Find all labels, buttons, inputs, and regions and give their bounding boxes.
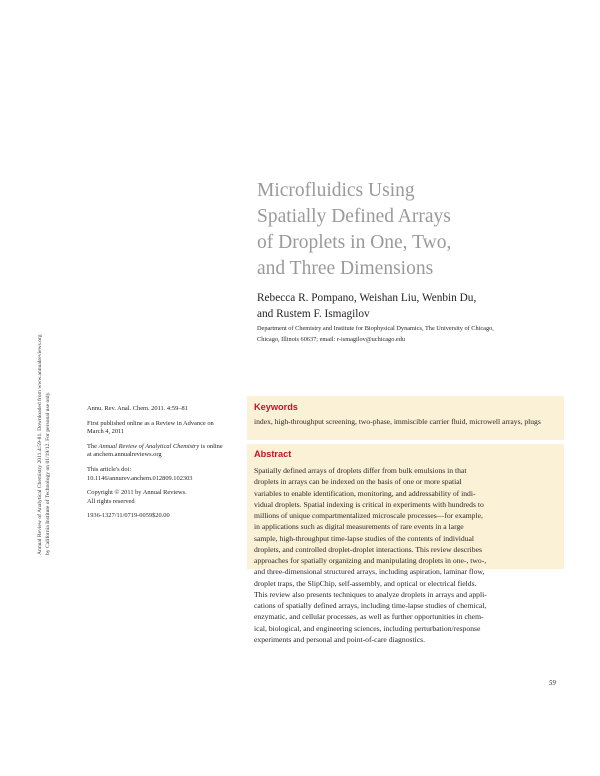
title-line: Microfluidics Using	[257, 180, 415, 201]
doi-block	[87, 466, 247, 483]
author-line: and Rustem F. Ismagilov	[257, 307, 370, 320]
abstract-line: droplet traps, the SlipChip, self-assembly, and optical or electrical fields.	[254, 578, 477, 588]
journal-online-line	[87, 443, 247, 452]
first-published-date: March 4, 2011	[87, 428, 125, 436]
affiliation-line: Chicago, Illinois 60637; email: r-ismagilov@uchicago.edu	[257, 335, 406, 343]
issn: 1936-1327/11/0719-0059$20.00	[87, 512, 170, 520]
abstract-line: cations of spatially defined arrays, including time-lapse studies of chemical,	[254, 601, 487, 610]
journal-prefix: The	[87, 442, 99, 450]
abstract-line: variables to enable identification, monitoring, and addressability of indi-	[254, 488, 476, 498]
abstract-line: in applications such as digital measurements of rare events in a large	[254, 522, 464, 532]
article-title	[257, 178, 557, 282]
abstract-line: millions of unique compartmentalized microscale processes—for example,	[254, 511, 483, 520]
abstract-text	[254, 465, 561, 645]
first-published	[87, 420, 247, 437]
download-notice	[36, 225, 52, 555]
journal-suffix: is online	[199, 442, 223, 450]
author-list	[257, 291, 557, 322]
page-number: 59	[549, 680, 556, 687]
abstract-line: vidual droplets. Spatial indexing is critical in experiments with hundreds to	[254, 499, 484, 509]
download-notice-line-1: Annual Review of Analytical Chemistry 2011.4:59-81. Downloaded from www.annualreviews.org	[37, 334, 43, 555]
abstract-line: Spatially defined arrays of droplets differ from bulk emulsions in that	[254, 466, 467, 475]
doi-label: This article's doi:	[87, 465, 132, 473]
affiliation	[257, 324, 562, 345]
rights: All rights reserved	[87, 497, 135, 505]
title-line: of Droplets in One, Two,	[257, 232, 452, 253]
author-line: Rebecca R. Pompano, Weishan Liu, Wenbin Du,	[257, 292, 477, 304]
title-line: and Three Dimensions	[257, 258, 434, 279]
citation: Annu. Rev. Anal. Chem. 2011. 4:59–81	[87, 405, 188, 412]
copyright-block	[87, 489, 247, 506]
title-line: Spatially Defined Arrays	[257, 206, 451, 227]
abstract-line: droplets, and controlled droplet-droplet interactions. This review describes	[254, 544, 482, 554]
copyright: Copyright © 2011 by Annual Reviews.	[87, 489, 187, 497]
download-notice-line-2: by California Institute of Technology on 01/19/12. For personal use only.	[45, 391, 51, 555]
abstract-line: experiments and personal and point-of-care diagnostics.	[254, 634, 426, 644]
keywords-heading: Keywords	[254, 402, 298, 412]
article-metadata	[87, 405, 247, 527]
journal-online-note	[87, 443, 247, 460]
abstract-heading: Abstract	[254, 449, 292, 459]
abstract-line: enzymatic, and cellular processes, as well as further opportunities in chem-	[254, 612, 484, 622]
doi-value[interactable]: 10.1146/annurev.anchem.012809.102303	[87, 474, 193, 482]
abstract-line: approaches for spatially organizing and manipulating droplets in one-, two-,	[254, 556, 487, 565]
abstract-line: sample, high-throughput time-lapse studies of the contents of individual	[254, 533, 475, 543]
abstract-line: ical, biological, and engineering sciences, including perturbation/response	[254, 623, 481, 633]
journal-name: Annual Review of Analytical Chemistry	[98, 442, 200, 450]
abstract-line: This review also presents techniques to analyze droplets in arrays and appli-	[254, 589, 487, 599]
abstract-line: droplets in arrays can be indexed on the basis of one or more spatial	[254, 477, 462, 487]
abstract-line: and three-dimensional structured arrays, including aspiration, laminar flow,	[254, 567, 485, 577]
keywords-text: index, high-throughput screening, two-phase, immiscible carrier fluid, microwell arrays, plugs	[254, 417, 541, 426]
journal-url[interactable]: at anchem.annualreviews.org	[87, 451, 162, 459]
first-published-line: First published online as a Review in Advance on	[87, 419, 214, 427]
affiliation-line: Department of Chemistry and Institute for Biophysical Dynamics, The University of Chicago,	[257, 325, 494, 332]
